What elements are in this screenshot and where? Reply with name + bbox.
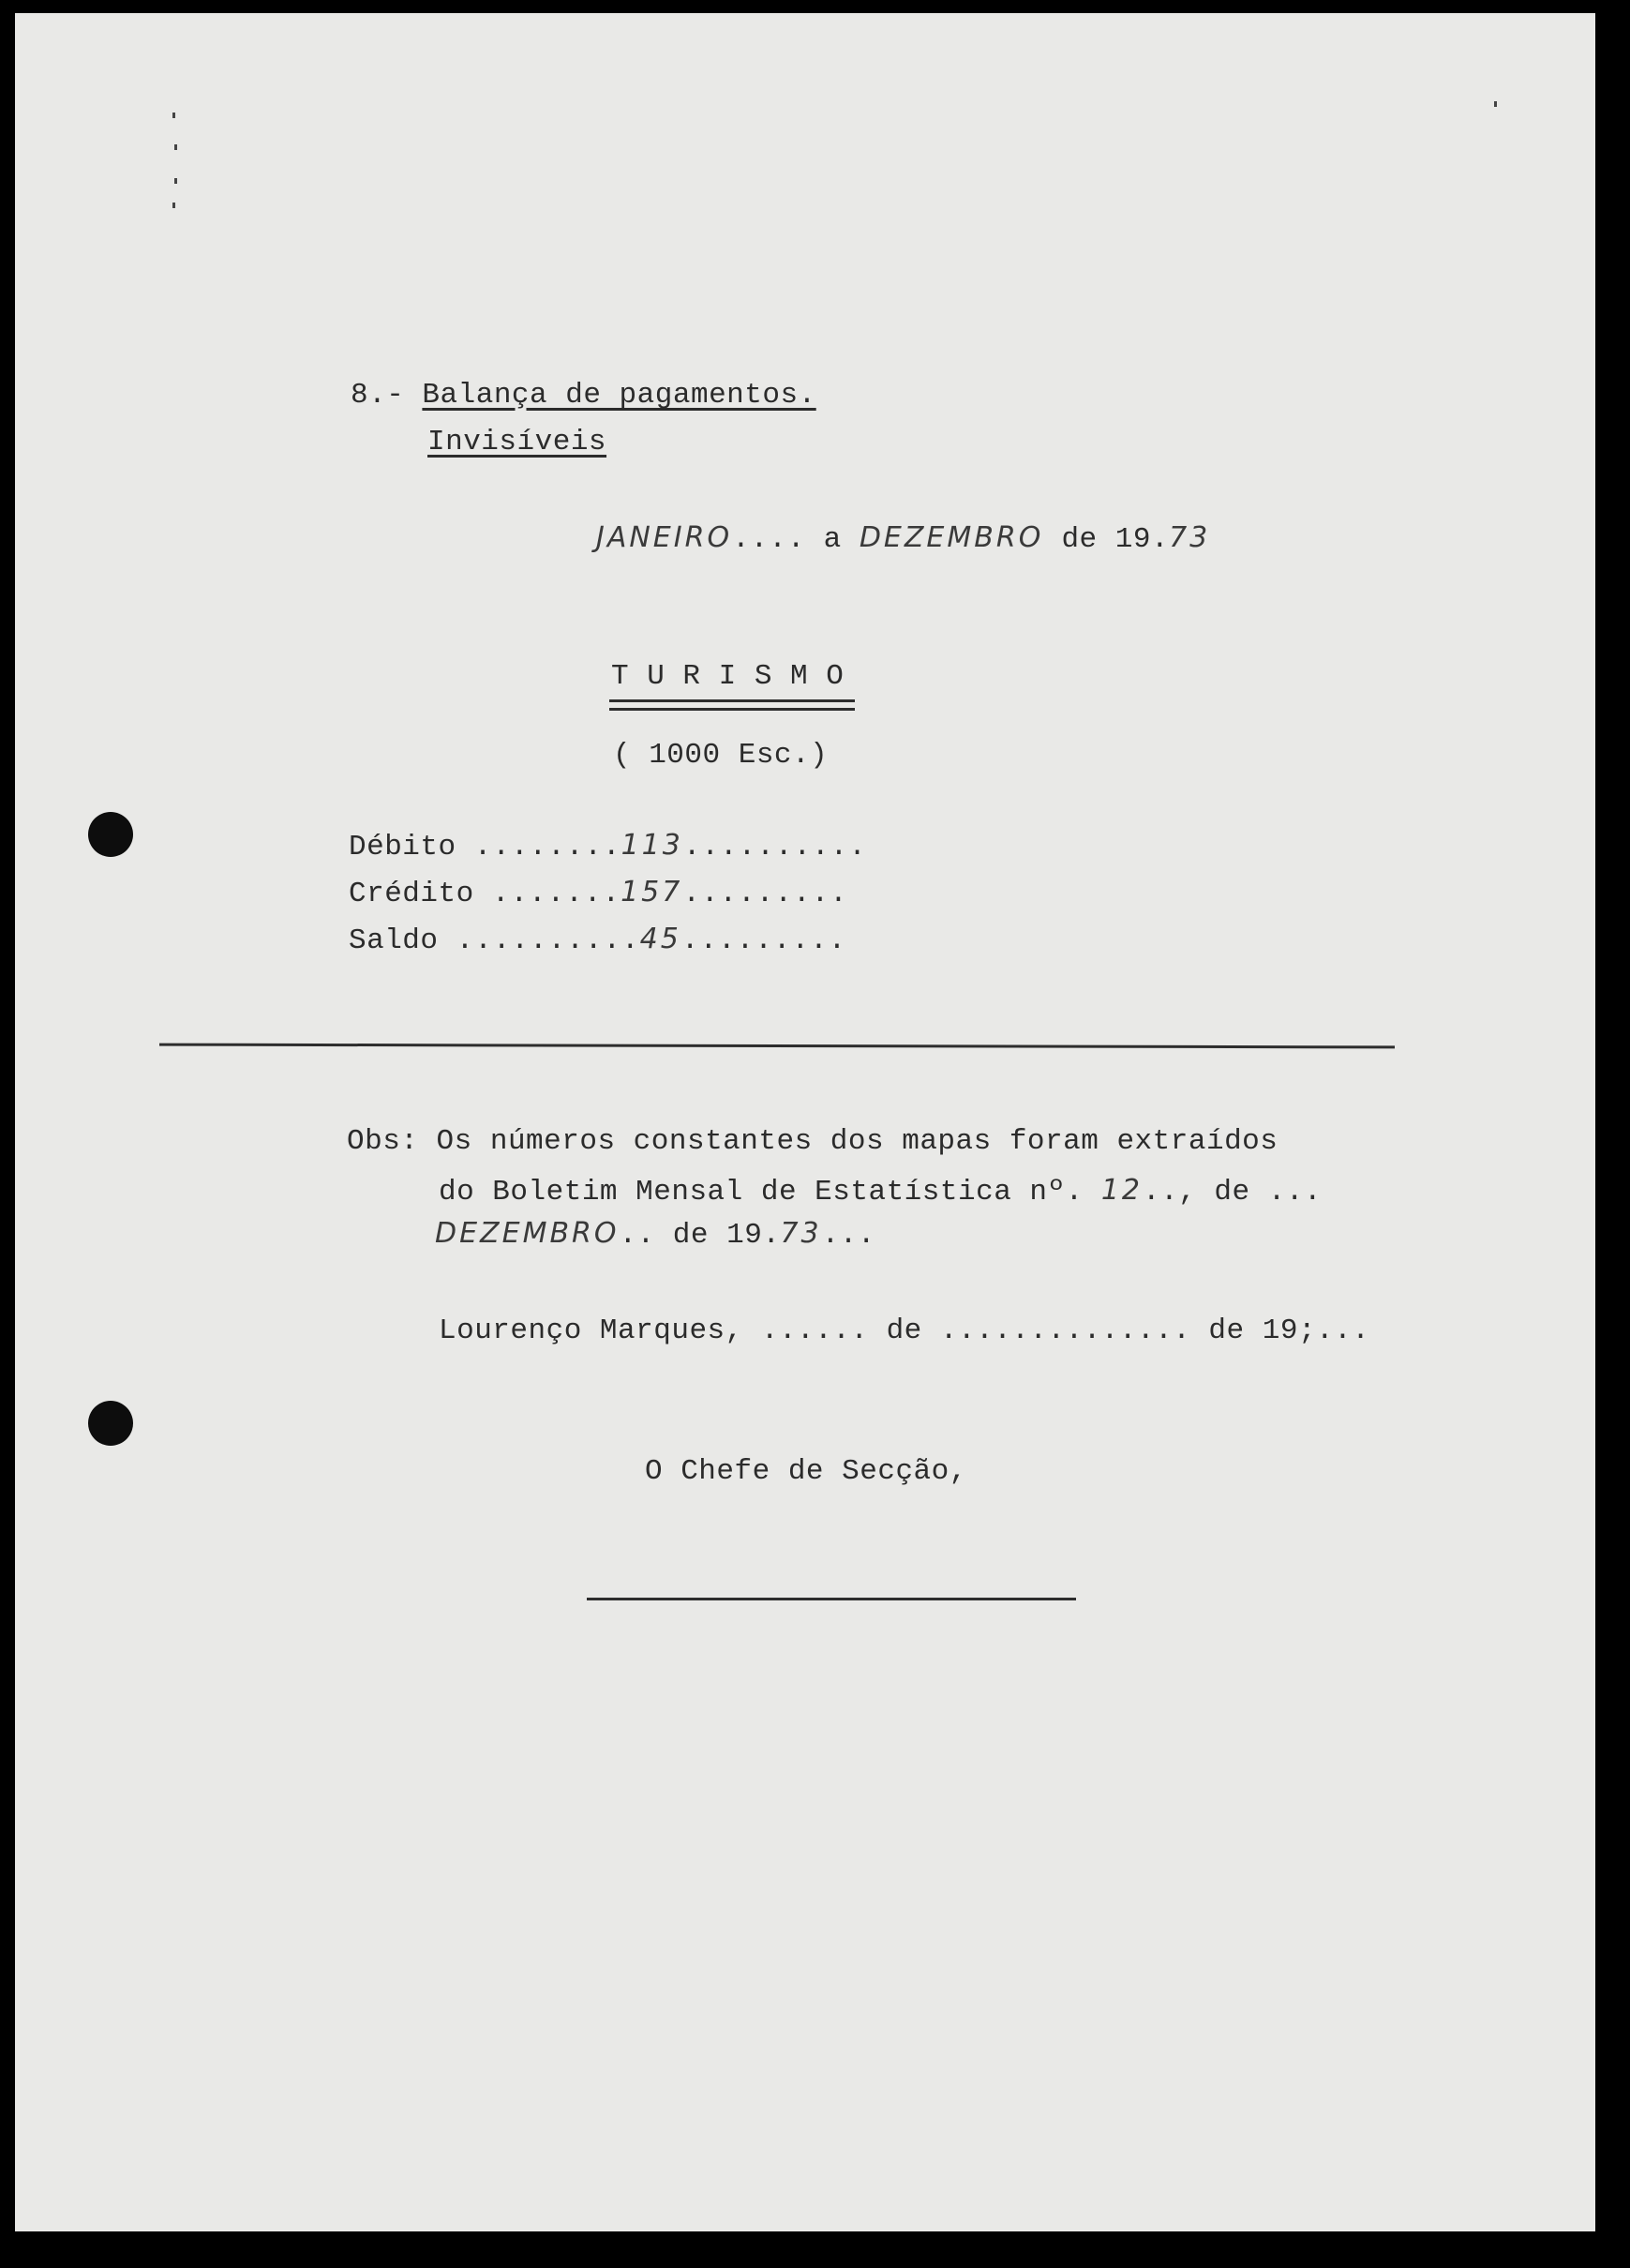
punch-hole-top bbox=[88, 812, 133, 857]
obs-text-1: Os números constantes dos mapas foram extraídos bbox=[436, 1125, 1279, 1158]
period-from-dots: .... bbox=[732, 523, 806, 556]
period-from-month: JANEIRO bbox=[596, 521, 733, 554]
period-line bbox=[596, 521, 1210, 556]
period-year: 73 bbox=[1169, 521, 1211, 554]
section-number: 8.- bbox=[351, 379, 405, 412]
punch-hole-bottom bbox=[88, 1401, 133, 1446]
row-saldo bbox=[349, 923, 846, 957]
period-to-month: DEZEMBRO bbox=[859, 521, 1044, 554]
margin-speck bbox=[172, 203, 175, 208]
document-page bbox=[15, 13, 1595, 2231]
margin-speck bbox=[174, 144, 177, 150]
row-trailer: ......... bbox=[682, 878, 848, 910]
row-value: 45 bbox=[639, 923, 681, 955]
row-label: Saldo bbox=[349, 924, 439, 957]
obs-text-3-end: ... bbox=[821, 1219, 875, 1252]
section-divider bbox=[159, 1044, 1395, 1049]
signature-title: O Chefe de Secção, bbox=[645, 1455, 967, 1488]
row-label: Débito bbox=[349, 831, 456, 864]
row-label: Crédito bbox=[349, 878, 474, 910]
unit-label: ( 1000 Esc.) bbox=[613, 739, 829, 772]
obs-text-2-end: .., de ... bbox=[1143, 1176, 1323, 1209]
obs-text-3-mid: .. de 19. bbox=[619, 1219, 781, 1252]
obs-bulletin-number: 12 bbox=[1100, 1174, 1144, 1207]
row-trailer: ......... bbox=[680, 924, 847, 957]
obs-year: 73 bbox=[780, 1217, 822, 1250]
report-title: T U R I S M O bbox=[611, 660, 845, 693]
period-connector: a bbox=[823, 523, 842, 556]
row-leader: ....... bbox=[491, 878, 621, 910]
section-heading bbox=[351, 379, 816, 412]
title-underline-1 bbox=[609, 699, 855, 702]
obs-month: DEZEMBRO bbox=[435, 1217, 620, 1250]
obs-line-3 bbox=[435, 1217, 875, 1252]
obs-text-2: do Boletim Mensal de Estatística nº. bbox=[439, 1176, 1084, 1209]
obs-label: Obs: bbox=[347, 1125, 419, 1158]
title-underline-2 bbox=[609, 708, 855, 711]
period-year-prefix: de 19. bbox=[1061, 523, 1170, 556]
margin-speck bbox=[174, 178, 177, 184]
row-debito bbox=[349, 829, 867, 864]
row-value: 157 bbox=[621, 876, 683, 909]
margin-speck bbox=[172, 113, 175, 118]
row-leader: ........ bbox=[473, 831, 621, 864]
place-date-line: Lourenço Marques, ...... de .............. de 19;... bbox=[439, 1314, 1370, 1347]
row-leader: .......... bbox=[456, 924, 640, 957]
obs-line-1 bbox=[347, 1125, 1278, 1158]
row-value: 113 bbox=[621, 829, 683, 862]
section-title: Balança de pagamentos. bbox=[422, 379, 816, 412]
section-subtitle: Invisíveis bbox=[427, 426, 607, 458]
row-trailer: .......... bbox=[682, 831, 867, 864]
margin-speck bbox=[1494, 101, 1497, 107]
obs-line-2 bbox=[439, 1174, 1322, 1209]
row-credito bbox=[349, 876, 848, 910]
signature-line bbox=[587, 1598, 1076, 1600]
